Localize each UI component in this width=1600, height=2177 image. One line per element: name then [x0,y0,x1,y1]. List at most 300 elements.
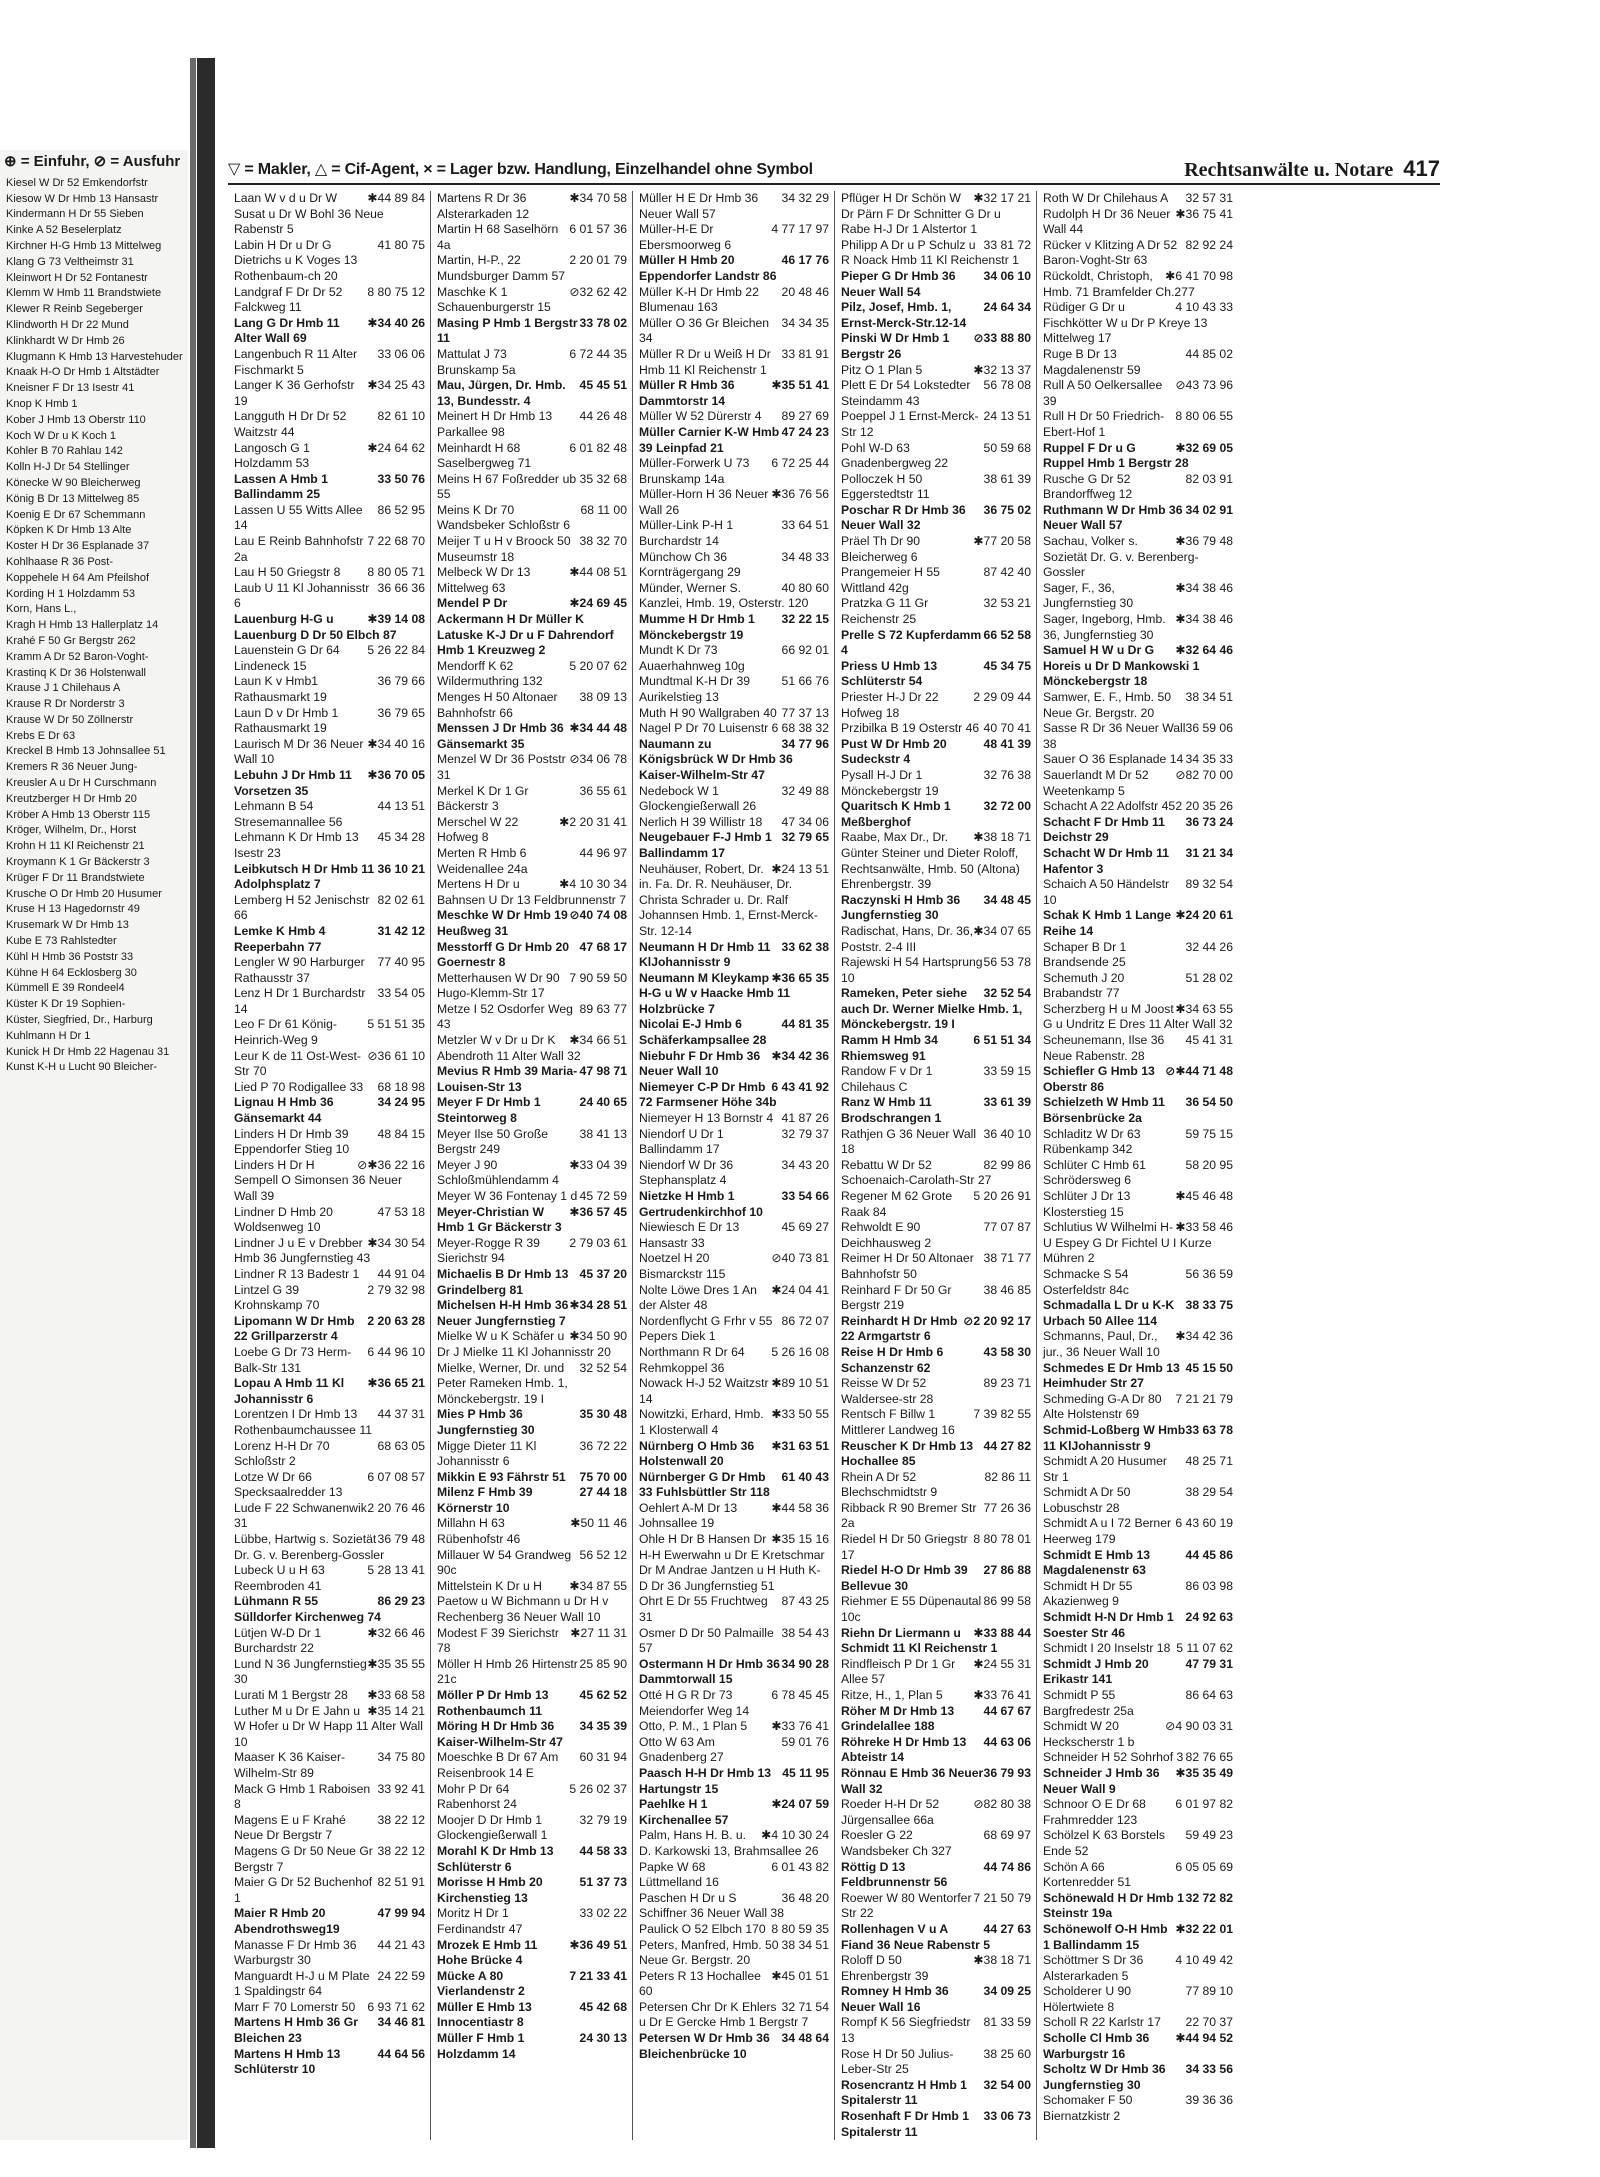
listing-phone: 38 09 13 [579,690,627,704]
previous-page-line: Kunick H Dr Hmb 22 Hagenau 31 [6,1045,170,1058]
listing-name-address: Migge Dieter 11 Kl Johannisstr 6 [437,1438,537,1469]
listing-name-address: Nolte Löwe Dres 1 An der Alster 48 [639,1282,757,1313]
listing-name-address: Poeppel J 1 Ernst-Merck-Str 12 [841,409,979,439]
listing-phone: 24 64 34 [983,300,1031,315]
listing-name-address: Morisse H Hmb 20 Kirchenstieg 13 [437,1875,543,1905]
listing-name-address: Reuscher K Dr Hmb 13 Hochallee 85 [841,1438,974,1469]
listing-phone: 47 34 06 [781,814,829,829]
listing-phone: ⊘40 74 08 [569,908,627,923]
listing-entry [1043,269,1233,300]
listing-entry [234,2047,425,2078]
listing-entry [841,1033,1031,1064]
listing-name-address: Lübbe, Hartwig s. Sozietät Dr. G. v. Berenberg-Gossler [234,1532,385,1562]
listing-name-address: Martens H Hmb 13 Schlüterstr 10 [234,2046,341,2077]
listing-entry [1043,846,1233,877]
previous-page-line: Kühl H Hmb 36 Poststr 33 [6,950,134,963]
previous-page-header: ⊕ = Einfuhr, ⊘ = Ausfuhr [4,153,181,170]
listing-name-address: Metzler W v Dr u Dr K Abendroth 11 Alter Wall 32 [437,1033,581,1063]
previous-page-line: Kiesow W Dr Hmb 13 Hansastr [6,192,159,205]
listing-entry [234,1345,425,1376]
listing-phone: 6 01 82 48 [569,440,627,455]
listing-phone: 59 75 15 [1185,1126,1233,1141]
listing-entry [639,347,829,378]
listing-name-address: Meins H 67 Foßredder 55 [437,471,559,502]
listing-name-address: Niemeyer H 13 Bornstr 4 [639,1111,774,1126]
listing-entry [841,1095,1031,1126]
listing-name-address: Magens E u F Krahé Neue Dr Bergstr 7 [234,1812,346,1843]
listing-entry [1043,1641,1233,1657]
listing-name-address: Lauenburg H-G u Lauenburg D Dr 50 Elbch 87 [234,612,397,642]
listing-phone: ✱34 40 26 [367,315,425,330]
previous-page-line: Krebs E Dr 63 [6,729,76,742]
listing-entry [1043,1719,1233,1750]
listing-name-address: Sager, F., 36, Jungfernstieg 30 [1043,580,1134,611]
listing-entry [841,1688,1031,1704]
listing-entry [1043,2062,1233,2093]
listing-name-address: Nowitzki, Erhard, Hmb. 1 Klosterwall 4 [639,1407,764,1437]
listing-name-address: Neuhäuser, Robert, Dr. in. Fa. Dr. R. Neuhäuser, Dr. Christa Schrader u. Dr. Ralf Johannsen Hmb. 1, Ernst-Merck-Str. 12-14 [639,861,818,938]
listing-phone: 56 36 59 [1185,1266,1233,1281]
listing-phone: 36 73 24 [1185,814,1233,829]
listing-name-address: Ohle H Dr B Hansen Dr H-H Ewerwahn u Dr E Kretschmar Dr M Andrae Jantzen u H Huth K-D Dr 36 Jungfernstieg 51 [639,1532,825,1593]
listing-entry [1043,1392,1233,1423]
listing-phone: 44 64 56 [377,2046,425,2061]
listing-name-address: Melbeck W Dr 13 Mittelweg 63 [437,565,531,595]
listing-phone: ✱33 04 39 [569,1157,627,1172]
listing-entry [437,1064,627,1095]
listing-name-address: Laun D v Dr Hmb 1 Rathausmarkt 19 [234,705,339,736]
listing-entry [841,1704,1031,1735]
listing-name-address: Mundtmal K-H Dr 39 Aurikelstieg 13 [639,674,751,704]
listing-phone: 6 43 60 19 [1175,1516,1233,1531]
listing-phone: 81 33 59 [983,2015,1031,2030]
listing-phone: 89 63 77 [579,1001,627,1016]
listing-entry [841,269,1031,300]
listing-phone: ✱36 75 41 [1175,206,1233,221]
listing-entry [639,940,829,971]
listing-phone: 51 37 73 [579,1875,627,1890]
listing-entry [437,1033,627,1064]
listing-entry [841,1657,1031,1688]
listing-entry [234,674,425,705]
listing-phone: ✱34 63 55 [1175,1001,1233,1016]
listing-entry [437,1719,627,1750]
listing-name-address: Martin, H-P., 22 Mundsburger Damm 57 [437,253,566,283]
listing-phone: 82 03 91 [1185,471,1233,486]
listing-phone: 45 41 31 [1185,1033,1233,1048]
listing-phone: 6 72 25 44 [771,456,829,471]
listing-name-address: Neugebauer F-J Hmb 1 Ballindamm 17 [639,830,772,860]
listing-entry [234,1095,425,1126]
listing-name-address: Lindner R 13 Badestr 1 [234,1266,360,1281]
listing-entry [437,472,627,503]
listing-name-address: Rhein A Dr 52 Blechschmidtstr 9 [841,1469,938,1500]
listing-entry [234,1704,425,1751]
listing-entry [639,815,829,831]
listing-name-address: Sager, Ingeborg, Hmb. 36, Jungfernstieg 30 [1043,612,1166,642]
listing-name-address: Paulick O 52 Elbch 170 [639,1921,766,1936]
listing-phone: 32 72 82 [1185,1890,1233,1905]
listing-entry [437,1579,627,1626]
listing-phone: ✱32 22 01 [1175,1921,1233,1936]
previous-page-line: Kreusler A u Dr H Curschmann [6,777,157,790]
listing-phone: 44 58 33 [579,1843,627,1858]
listing-entry [1043,815,1233,846]
listing-phone: 47 99 94 [377,1906,425,1921]
listing-entry [639,784,829,815]
listing-entry [1043,300,1233,347]
listing-name-address: Lemberg H 52 Jenischstr 66 [234,892,370,923]
listing-entry [234,1594,425,1625]
listing-name-address: Ruppel F Dr u G Ruppel Hmb 1 Bergstr 28 [1043,440,1189,471]
listing-entry [639,191,829,222]
listing-phone: ✱32 17 21 [973,191,1031,205]
listing-entry [234,1049,425,1080]
listing-entry [234,862,425,893]
listing-entry [639,674,829,705]
listing-name-address: Oehlert A-M Dr 13 Johnsallee 19 [639,1500,738,1531]
listing-phone: 32 76 38 [983,767,1031,782]
listing-phone: 33 54 66 [781,1189,829,1203]
listing-name-address: Rull A 50 Oelkersallee 39 [1043,378,1163,408]
listing-name-address: Schmidt A u I 72 Berner Heerweg 179 [1043,1516,1172,1547]
listing-name-address: Mundt K Dr 73 Auaerhahnweg 10g [639,643,745,673]
listing-name-address: Poschar R Dr Hmb 36 Neuer Wall 32 [841,502,966,533]
listing-entry [841,659,1031,690]
listing-name-address: Rajewski H 54 Hartsprung 10 [841,955,983,985]
listing-entry [234,378,425,409]
listing-entry [841,893,1031,924]
listing-entry [639,1969,829,2000]
listing-name-address: Laan W v d u Dr W Susat u Dr W Bohl 36 Neue Rabenstr 5 [234,191,384,237]
listing-phone: ⊘36 61 10 [367,1048,425,1063]
listing-name-address: Merkel K Dr 1 Gr Bäckerstr 3 [437,783,529,814]
listing-entry [841,1626,1031,1657]
listing-entry [437,1002,627,1033]
listing-entry [234,924,425,955]
listing-entry [841,1766,1031,1797]
listing-phone: ✱36 76 56 [771,487,829,502]
listing-entry [639,1439,829,1470]
listing-name-address: Lemke K Hmb 4 Reeperbahn 77 [234,923,326,954]
listing-entry [1043,1485,1233,1516]
listing-entry [437,222,627,253]
previous-page-line: Kreutzberger H Dr Hmb 20 [6,792,137,805]
listing-name-address: Nedebock W 1 Glockengießerwall 26 [639,783,757,814]
previous-page-line: Klindworth H Dr 22 Mund [6,318,129,331]
listing-name-address: Laub U 11 Kl Johannisstr 6 [234,580,370,611]
listing-entry [437,877,627,908]
previous-page-line: Kröber A Hmb 13 Oberstr 115 [6,808,151,821]
listing-phone: 36 72 22 [579,1438,627,1453]
listing-name-address: Messtorff G Dr Hmb 20 Goernestr 8 [437,939,570,970]
listing-name-address: Meyer-Christian W Hmb 1 Gr Bäckerstr 3 [437,1204,562,1235]
listing-phone: 38 54 43 [781,1625,829,1640]
listing-name-address: Mendel P Dr Ackermann H Dr Müller K Latuske K-J Dr u F Dahrendorf Hmb 1 Kreuzweg 2 [437,596,614,658]
listing-entry [437,565,627,596]
listing-name-address: Sasse R Dr 36 Neuer Wall 38 [1043,721,1186,751]
listing-name-address: Mendorff K 62 Wildermuthring 132 [437,658,543,689]
listing-entry [1043,1657,1233,1688]
listing-entry [1043,877,1233,908]
listing-column-2 [430,191,632,2140]
listing-entry [234,612,425,643]
listing-entry [1043,1002,1233,1033]
listing-name-address: Ritze, H., 1, Plan 5 [841,1688,943,1702]
listing-name-address: Müller R Hmb 36 Dammtorstr 14 [639,378,735,408]
listing-name-address: Rentsch F Billw 1 Mittlerer Landweg 16 [841,1407,955,1437]
listing-entry [841,409,1031,440]
listing-phone: 33 62 38 [781,939,829,954]
listing-entry [639,1719,829,1735]
listing-name-address: Laun K v Hmb1 Rathausmarkt 19 [234,674,327,704]
listing-phone: 89 23 71 [983,1376,1031,1391]
listing-name-address: Schneider J Hmb 36 Neuer Wall 9 [1043,1765,1160,1796]
listing-name-address: Manguardt H-J u M Plate 1 Spaldingstr 64 [234,1968,370,1999]
listing-phone: ✱45 46 48 [1175,1189,1233,1203]
previous-page-line: Krusche O Dr Hmb 20 Husumer [6,887,162,900]
listing-phone: 75 70 00 [579,1469,627,1484]
listing-name-address: Metze I 52 Osdorfer Weg 43 [437,1001,573,1032]
listing-entry [639,316,829,347]
listing-entry [1043,409,1233,440]
listing-phone: 47 53 18 [377,1204,425,1219]
listing-phone: 2 79 03 61 [569,1235,627,1250]
listing-phone: ✱24 13 51 [771,861,829,876]
listing-name-address: Roeder H-H Dr 52 Jürgensallee 66a [841,1797,940,1827]
listing-phone: 38 34 51 [781,1937,829,1952]
listing-name-address: Labin H Dr u Dr G Dietrichs u K Voges 13 Rothenbaum-ch 20 [234,237,358,283]
listing-entry [437,815,627,846]
listing-entry [639,1688,829,1719]
listing-entry [234,2000,425,2016]
listing-name-address: Müller-Forwerk U 73 Brunskamp 14a [639,456,750,486]
listing-phone: ✱33 58 46 [1175,1220,1233,1235]
listing-entry [437,846,627,877]
listing-phone: ✱36 49 51 [569,1937,627,1952]
listing-name-address: Scheunemann, Ilse 36 Neue Rabenstr. 28 [1043,1033,1165,1063]
listing-name-address: Pflüger H Dr Schön W Dr Pärn F Dr Schnitter G Dr u Rabe H-J Dr 1 Alstertor 1 [841,191,1001,237]
listing-entry [639,1189,829,1220]
listing-entry [437,1361,627,1408]
listing-phone: 32 52 54 [579,1360,627,1375]
listing-phone: 68 38 32 [781,721,829,736]
listing-entry [234,1314,425,1345]
listing-phone: 86 52 95 [377,502,425,517]
listing-name-address: Lassen A Hmb 1 Ballindamm 25 [234,471,328,502]
listing-name-address: Rückoldt, Christoph, Hmb. 71 Bramfelder Ch.277 [1043,268,1195,299]
listing-entry [639,222,829,253]
listing-name-address: Modest F 39 Sierichstr 78 [437,1625,559,1656]
listing-phone: 38 22 12 [377,1843,425,1858]
listing-name-address: Papke W 68 Lüttmelland 16 [639,1859,719,1890]
listing-name-address: Lang G Dr Hmb 11 Alter Wall 69 [234,315,340,346]
listing-name-address: Radischat, Hans, Dr. 36, Poststr. 2-4 III [841,923,974,954]
listing-name-address: Philipp A Dr u P Schulz u R Noack Hmb 11 Kl Reichenstr 1 [841,237,1019,268]
listing-name-address: Ranz W Hmb 11 Brodschrangen 1 [841,1095,942,1126]
listing-entry [639,1251,829,1282]
listing-entry [234,503,425,534]
listing-entry [437,1236,627,1267]
listing-entry [1043,612,1233,643]
previous-page-line: Kröger, Wilhelm, Dr., Horst [6,824,137,837]
listing-name-address: Nürnberg O Hmb 36 Holstenwall 20 [639,1438,755,1469]
listing-name-address: Müller F Hmb 1 Holzdamm 14 [437,2031,525,2061]
listing-phone: 5 51 51 35 [367,1017,425,1032]
listing-phone: 34 90 28 [781,1656,829,1671]
listing-name-address: Rosencrantz H Hmb 1 Spitalerstr 11 [841,2077,967,2108]
listing-entry [1043,1220,1233,1267]
listing-entry [234,1501,425,1532]
listing-entry [234,1688,425,1704]
listing-phone: 32 71 54 [781,1999,829,2014]
listing-name-address: Mertens H Dr u Bahnsen U Dr 13 Feldbrunnenstr 7 [437,877,627,907]
listing-entry [437,908,627,939]
listing-name-address: Pratzka G 11 Gr Reichenstr 25 [841,596,929,627]
listing-name-address: Schlüter J Dr 13 Klosterstieg 15 [1043,1189,1131,1219]
listing-phone: 25 85 90 [579,1656,627,1671]
listing-phone: ✱36 65 21 [367,1376,425,1391]
listing-phone: 59 01 76 [781,1734,829,1749]
directory-page [228,145,1440,2139]
listing-phone: 82 92 24 [1185,237,1233,252]
listing-name-address: Linders H Dr Hmb 39 Eppendorfer Stieg 10 [234,1126,350,1157]
listing-phone: 6 01 97 82 [1175,1797,1233,1812]
listing-name-address: Paschen H Dr u S Schiffner 36 Neuer Wall 38 [639,1890,784,1921]
listing-entry [234,1813,425,1844]
listing-phone: 32 79 65 [781,830,829,845]
listing-name-address: Lurati M 1 Bergstr 28 [234,1688,348,1702]
listing-name-address: Lorentzen I Dr Hmb 13 Rothenbaumchaussee 11 [234,1407,372,1437]
listing-entry [841,565,1031,596]
listing-phone: ✱2 20 31 41 [559,814,627,829]
listing-name-address: Sauer O 36 Esplanade 14 [1043,752,1184,767]
listing-phone: 44 45 86 [1185,1547,1233,1562]
listing-name-address: Metterhausen W Dr 90 Hugo-Klemm-Str 17 [437,970,560,1001]
listing-entry [234,1127,425,1158]
previous-page-line: Klugmann K Hmb 13 Harvestehuder [6,350,183,363]
listing-name-address: Rebattu W Dr 52 Schoenaich-Carolath-Str 27 [841,1157,992,1188]
listing-entry [639,1626,829,1657]
listing-entry [639,1407,829,1438]
listing-entry [1043,1797,1233,1828]
listing-entry [234,565,425,581]
listing-phone: 2 20 76 46 [367,1500,425,1515]
listing-name-address: Schmedes E Dr Hmb 13 Heimhuder Str 27 [1043,1360,1180,1391]
listing-phone: 82 02 61 [377,892,425,907]
listing-phone: 2 79 32 98 [367,1282,425,1297]
listing-phone: 36 75 02 [983,502,1031,517]
listing-phone: 38 22 12 [377,1812,425,1827]
listing-name-address: Niendorf W Dr 36 Stephansplatz 4 [639,1157,734,1188]
listing-name-address: Lauenstein G Dr 64 Lindeneck 15 [234,643,340,673]
listing-phone: ✱38 18 71 [973,830,1031,845]
listing-name-address: Martens H Hmb 36 Gr Bleichen 23 [234,2015,358,2046]
listing-phone: 33 02 22 [579,1906,627,1921]
listing-phone: 44 27 82 [983,1438,1031,1453]
listing-name-address: Quaritsch K Hmb 1 Meßberghof [841,799,951,829]
listing-phone: ✱34 44 48 [569,721,627,736]
listing-phone: 45 72 59 [579,1189,627,1203]
listing-phone: 33 81 72 [983,237,1031,252]
listing-phone: 34 33 56 [1185,2062,1233,2077]
listing-entry [639,1828,829,1859]
previous-page-line: Kremers R 36 Neuer Jung- [6,761,138,774]
listing-phone: 6 72 44 35 [569,346,627,361]
listing-phone: 36 10 21 [377,861,425,876]
listing-phone: 45 15 50 [1185,1360,1233,1375]
listing-phone: 34 34 35 [781,315,829,330]
listing-phone: ✱36 57 45 [569,1204,627,1219]
previous-page-line: Kroymann K 1 Gr Bäckerstr 3 [6,856,150,869]
listing-entry [841,1064,1031,1095]
listing-phone: ⊘32 62 42 [569,284,627,299]
listing-entry [841,768,1031,799]
listing-entry [841,1532,1031,1563]
listing-entry [234,1844,425,1875]
listing-name-address: Schacht F Dr Hmb 11 Deichstr 29 [1043,814,1165,845]
listing-entry [841,1158,1031,1189]
listing-name-address: Nerlich H 39 Willistr 18 [639,814,763,829]
listing-phone: ✱34 42 36 [1175,1329,1233,1344]
listing-entry [234,830,425,861]
listing-name-address: Osmer D Dr 50 Palmaille 57 [639,1625,774,1656]
listing-entry [234,1470,425,1501]
listing-name-address: Rathjen G 36 Neuer Wall 18 [841,1126,977,1157]
listing-name-address: Merten R Hmb 6 Weidenallee 24a [437,845,528,876]
listing-entry [841,1922,1031,1953]
listing-entry [639,1501,829,1532]
listing-phone: 32 79 37 [781,1126,829,1141]
listing-entry [841,1984,1031,2015]
listing-phone: 33 64 51 [781,518,829,533]
listing-phone: ✱44 58 36 [771,1500,829,1515]
listing-phone: ✱38 18 71 [973,1953,1031,1968]
listing-name-address: Lassen U 55 Witts Allee 14 [234,502,363,533]
listing-entry [437,1969,627,2000]
listing-entry [841,238,1031,269]
listing-entry [841,503,1031,534]
listing-phone: 6 01 57 36 [569,222,627,237]
previous-page-line: Klinkhardt W Dr Hmb 26 [6,334,125,347]
listing-entry [1043,1766,1233,1797]
listing-name-address: Müller-Link P-H 1 Burchardstr 14 [639,518,734,549]
listing-entry [234,1626,425,1657]
listing-name-address: Meyer W 36 Fontenay 1 d [437,1189,578,1203]
listing-name-address: Präel Th Dr 90 Bleicherweg 6 [841,534,921,564]
listing-name-address: Mohr P Dr 64 Rabenhorst 24 [437,1781,517,1812]
listing-name-address: Nordenflycht G Frhr v 55 Pepers Diek 1 [639,1313,773,1344]
listing-phone: 38 61 39 [983,471,1031,486]
listing-entry [234,768,425,799]
listing-name-address: Lignau H Hmb 36 Gänsemarkt 44 [234,1095,334,1126]
listing-phone: ✱33 50 55 [771,1407,829,1422]
listing-name-address: Ohrt E Dr 55 Fruchtweg 31 [639,1594,768,1625]
listing-entry [234,441,425,472]
listing-entry [437,191,627,222]
listing-phone: 36 48 20 [781,1890,829,1905]
listing-phone: 2 20 63 28 [367,1313,425,1328]
listing-phone: 44 13 51 [377,799,425,814]
listing-entry [234,1236,425,1267]
listing-name-address: Scholle Cl Hmb 36 Warburgstr 16 [1043,2031,1150,2061]
listing-entry [1043,191,1233,207]
listing-phone: 86 64 63 [1185,1688,1233,1702]
listing-name-address: Schmidt I 20 Inselstr 18 [1043,1641,1171,1656]
symbol-legend: ▽ = Makler, △ = Cif-Agent, × = Lager bzw. Handlung, Einzelhandel ohne Symbol [228,161,813,178]
listing-phone: 44 63 06 [983,1734,1031,1749]
previous-page-line: Krusemark W Dr Hmb 13 [6,919,129,932]
